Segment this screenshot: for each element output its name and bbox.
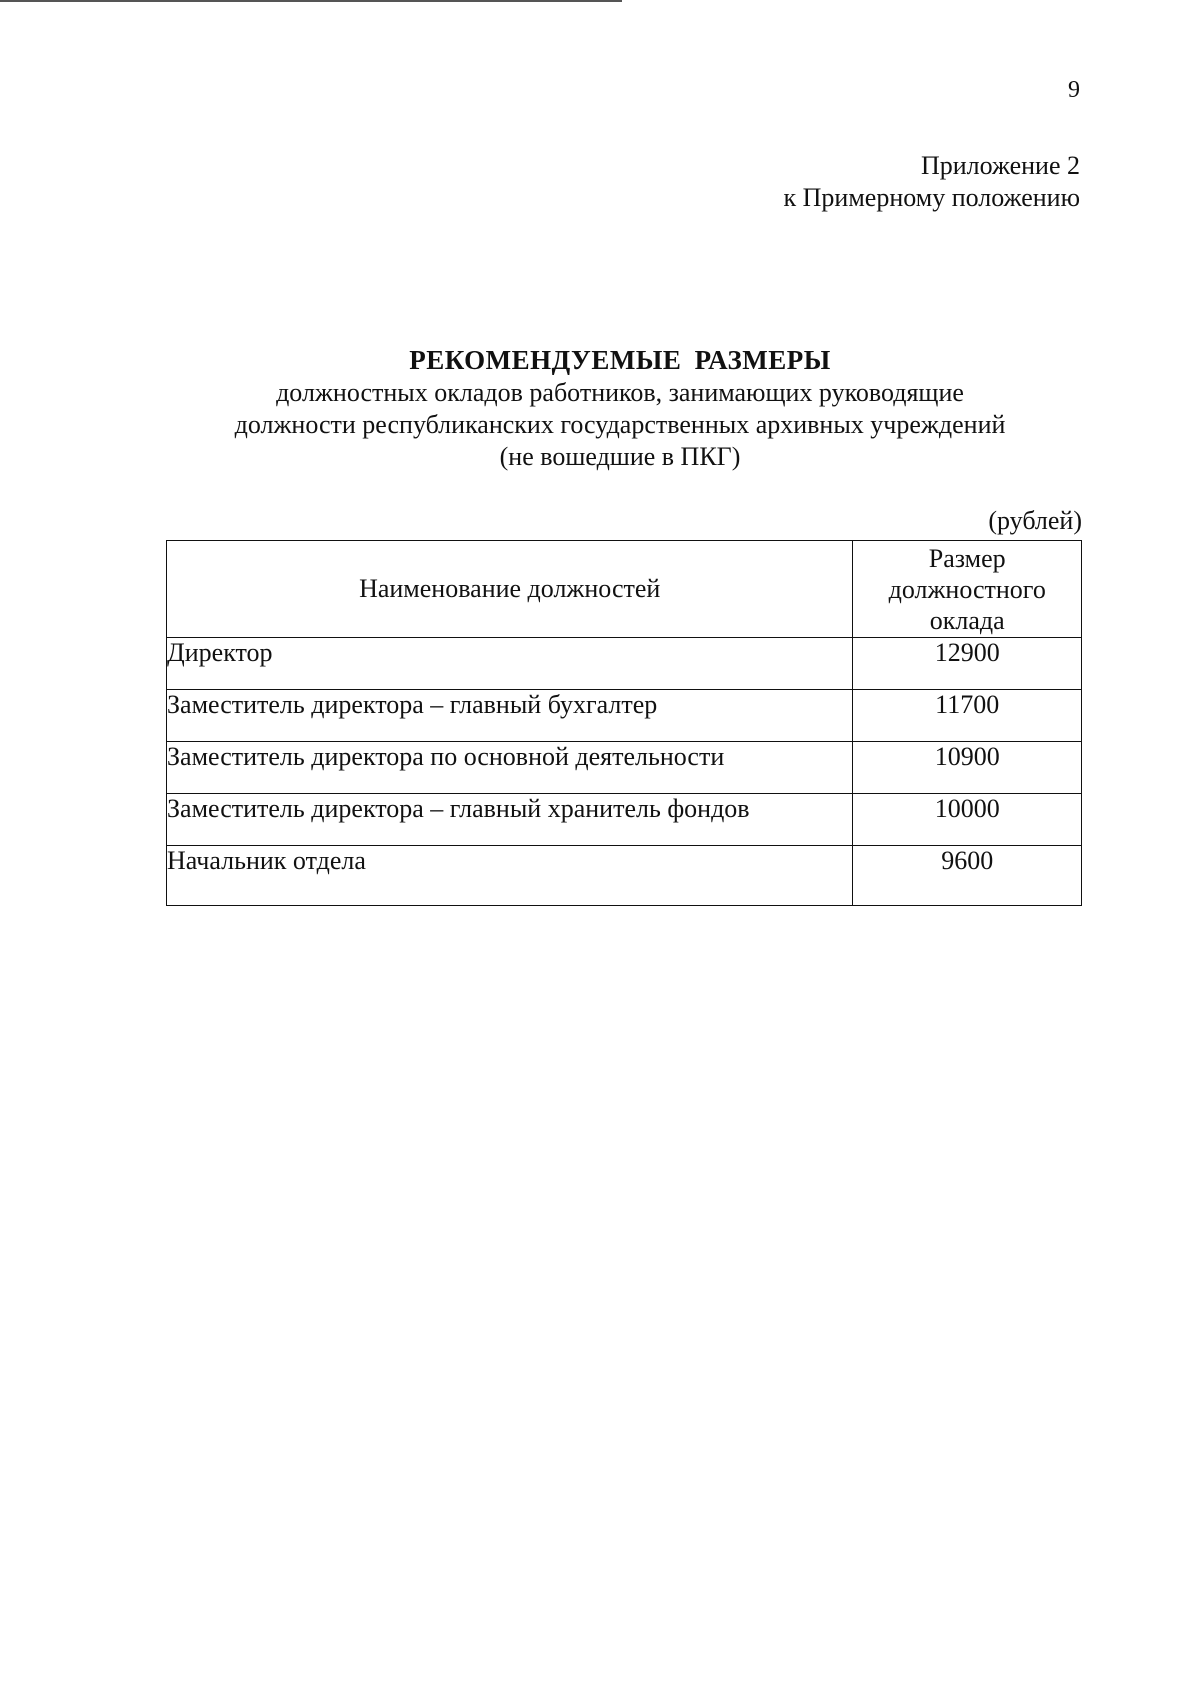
appendix-reference	[600, 150, 1080, 214]
table-row	[167, 794, 1082, 846]
table-header-row	[167, 541, 1082, 638]
document-subtitle-line-3: (не вошедшие в ПКГ)	[499, 442, 741, 471]
salary-value-cell: 10000	[853, 794, 1082, 846]
position-name-cell: Заместитель директора – главный бухгалтер	[167, 690, 853, 742]
header-salary-line-1: Размер	[928, 543, 1006, 573]
header-salary-line-3: оклада	[929, 605, 1005, 635]
position-name-cell: Заместитель директора по основной деятельности	[167, 742, 853, 794]
position-name-cell: Директор	[167, 638, 853, 690]
table-row	[167, 846, 1082, 906]
table-row	[167, 690, 1082, 742]
salary-table	[166, 540, 1082, 906]
table-row	[167, 638, 1082, 690]
document-title-block	[160, 344, 1080, 473]
currency-units-note: (рублей)	[988, 506, 1082, 535]
table-row	[167, 742, 1082, 794]
appendix-line-1: Приложение 2	[920, 151, 1080, 180]
salary-value-cell: 9600	[853, 846, 1082, 906]
header-salary-line-2: должностного	[888, 574, 1046, 604]
position-name-cell: Заместитель директора – главный хранитель фондов	[167, 794, 853, 846]
document-subtitle-line-2: должности республиканских государственных архивных учреждений	[234, 410, 1006, 439]
header-position-name: Наименование должностей	[167, 541, 853, 638]
salary-value-cell: 12900	[853, 638, 1082, 690]
position-name-cell: Начальник отдела	[167, 846, 853, 906]
header-salary-size	[853, 541, 1082, 638]
page-number: 9	[1068, 77, 1080, 103]
appendix-line-2: к Примерному положению	[783, 183, 1080, 212]
scan-top-edge-line	[0, 0, 622, 2]
document-subtitle-line-1: должностных окладов работников, занимающих руководящие	[276, 378, 964, 407]
salary-value-cell: 10900	[853, 742, 1082, 794]
salary-value-cell: 11700	[853, 690, 1082, 742]
document-title: РЕКОМЕНДУЕМЫЕ РАЗМЕРЫ	[409, 345, 831, 375]
